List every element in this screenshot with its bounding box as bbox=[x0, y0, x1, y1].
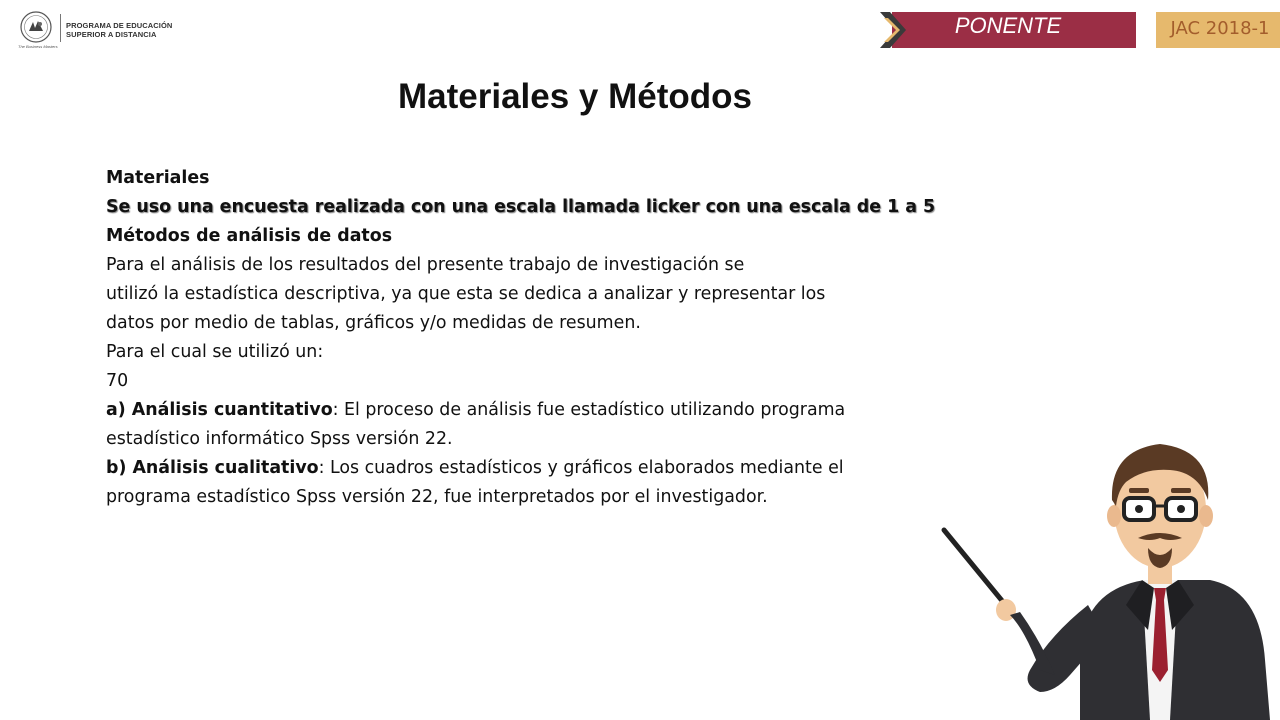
university-seal-icon bbox=[18, 10, 54, 46]
qualitative-label: b) Análisis cualitativo bbox=[106, 458, 319, 478]
institution-logo bbox=[16, 10, 216, 50]
quantitative-text-2: estadístico informático Spss versión 22. bbox=[106, 429, 453, 449]
methods-line-4: Para el cual se utilizó un: bbox=[106, 342, 324, 362]
slide-title: Materiales y Métodos bbox=[398, 77, 752, 116]
methods-line-3: datos por medio de tablas, gráficos y/o medidas de resumen. bbox=[106, 313, 641, 333]
quantitative-text-1: : El proceso de análisis fue estadístico utilizando programa bbox=[332, 400, 846, 420]
materials-text: Se uso una encuesta realizada con una escala llamada licker con una escala de 1 a 5 bbox=[106, 197, 936, 217]
methods-line-2: utilizó la estadística descriptiva, ya que esta se dedica a analizar y representar los bbox=[106, 284, 826, 304]
qualitative-line-1 bbox=[106, 454, 946, 483]
logo-divider bbox=[60, 14, 61, 42]
org-line-2: SUPERIOR A DISTANCIA bbox=[66, 30, 157, 39]
organization-name bbox=[66, 21, 172, 39]
methods-heading: Métodos de análisis de datos bbox=[106, 226, 393, 246]
slide-content bbox=[106, 164, 946, 512]
page-number: 70 bbox=[106, 371, 129, 391]
event-label: JAC 2018-1 bbox=[1170, 18, 1270, 39]
org-line-1: PROGRAMA DE EDUCACIÓN bbox=[66, 21, 173, 30]
qualitative-text-2: programa estadístico Spss versión 22, fue interpretados por el investigador. bbox=[106, 487, 768, 507]
qualitative-text-1: : Los cuadros estadísticos y gráficos elaborados mediante el bbox=[318, 458, 844, 478]
quantitative-line-1 bbox=[106, 396, 946, 425]
methods-line-1: Para el análisis de los resultados del presente trabajo de investigación se bbox=[106, 255, 745, 275]
quantitative-label: a) Análisis cuantitativo bbox=[106, 400, 333, 420]
header-banner bbox=[880, 10, 1280, 50]
seal-caption: The Business Masters bbox=[18, 44, 58, 49]
ponente-label: PONENTE bbox=[954, 13, 1062, 38]
materials-heading: Materiales bbox=[106, 168, 210, 188]
presenter-with-pointer-icon bbox=[930, 430, 1280, 720]
